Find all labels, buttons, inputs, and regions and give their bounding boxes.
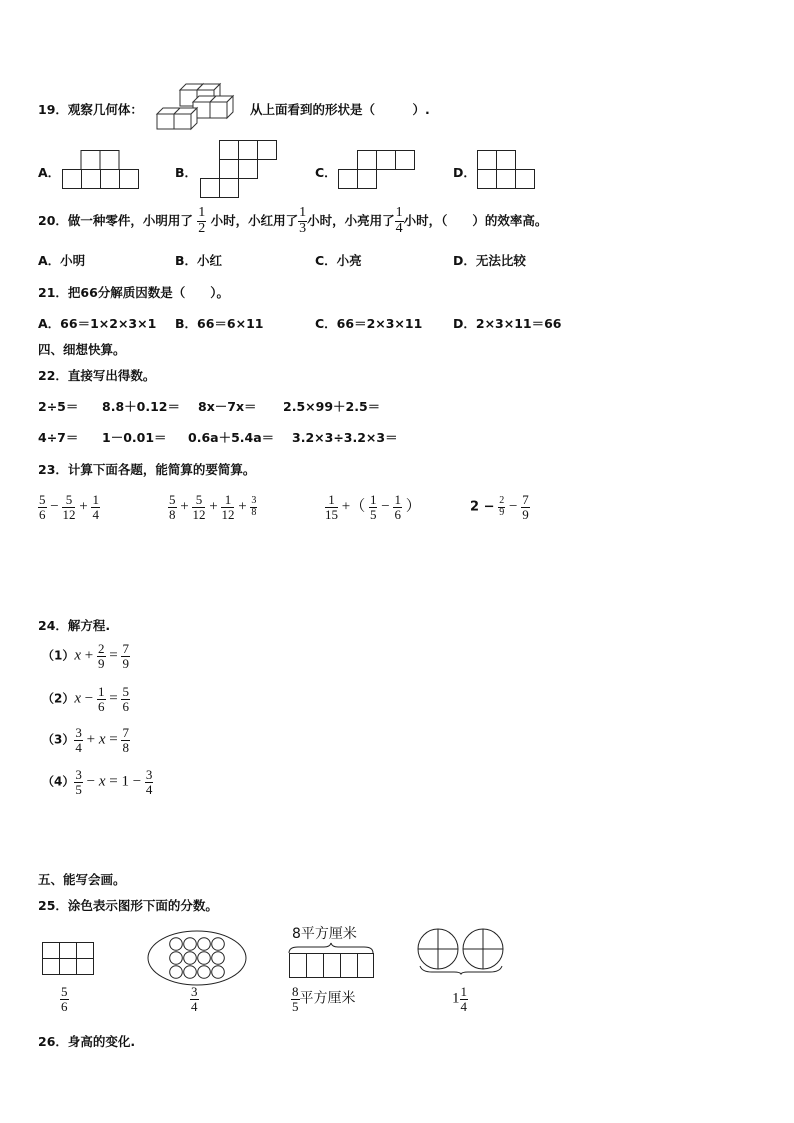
q23-expr-1: $\frac{5}{6}$ − $\frac{5}{12}$ + $\frac{1}{4}$ <box>39 492 99 522</box>
q25-fraction-3: $\frac{8}{5}$ 平方厘米 <box>292 984 356 1014</box>
q22-r1-c3: 8x－7x＝ <box>198 399 257 414</box>
q25-title: 25．涂色表示图形下面的分数。 <box>38 898 218 913</box>
option-a-shape[interactable] <box>62 150 140 190</box>
option-b-shape[interactable] <box>200 140 278 200</box>
q20-option-b[interactable]: B．小红 <box>175 253 223 268</box>
q20-text-1: 20．做一种零件，小明用了 <box>38 213 193 228</box>
q20-option-c[interactable]: C．小亮 <box>315 253 362 268</box>
q24-eq-3: （3） $\frac{3}{4}$ + x = $\frac{7}{8}$ <box>42 725 129 755</box>
q20-text-2: 小时，小红用了 <box>210 213 299 228</box>
q19-option-d-label[interactable]: D． <box>453 165 476 180</box>
q20-line <box>38 205 547 237</box>
q20-text-4: 小时，（ ）的效率高。 <box>403 213 548 228</box>
q23-expr-2: $\frac{5}{8}$ + $\frac{5}{12}$ + $\frac{1}{12}$ + $\frac{3}{8}$ <box>169 492 257 522</box>
q24-eq-2: （2）x − $\frac{1}{6}$ = $\frac{5}{6}$ <box>42 684 129 714</box>
q22-r1-c4: 2.5×99＋2.5＝ <box>283 399 381 414</box>
cube-solid-figure <box>155 80 240 132</box>
q24-eq-4: （4） $\frac{3}{5}$ − x = 1 − $\frac{3}{4}$ <box>42 767 153 797</box>
q19-option-b-label[interactable]: B． <box>175 165 198 180</box>
q19-option-c-label[interactable]: C． <box>315 165 337 180</box>
q20-option-d[interactable]: D．无法比较 <box>453 253 526 268</box>
q22-r1-c2: 8.8＋0.12＝ <box>102 399 180 414</box>
option-d-shape[interactable] <box>477 150 537 190</box>
fraction-one-third: $\frac{1}{3}$ <box>299 205 307 236</box>
q26-title: 26．身高的变化. <box>38 1034 136 1049</box>
q24-title: 24．解方程. <box>38 618 111 633</box>
q19-suffix: 从上面看到的形状是（ ）. <box>250 102 430 117</box>
fraction-one-quarter: $\frac{1}{4}$ <box>395 205 403 236</box>
q22-r2-c4: 3.2×3÷3.2×3＝ <box>292 430 398 445</box>
oval-with-circles[interactable] <box>147 930 249 988</box>
strip-five-parts[interactable] <box>289 953 375 979</box>
q22-r1-c1: 2÷5＝ <box>38 399 79 414</box>
q20-option-a[interactable]: A．小明 <box>38 253 86 268</box>
rectangle-six-parts[interactable] <box>42 942 96 976</box>
section-4-heading: 四、细想快算。 <box>38 342 126 357</box>
q25-fraction-1: $\frac{5}{6}$ <box>61 984 68 1014</box>
q21-option-d[interactable]: D．2×3×11＝66 <box>453 316 562 331</box>
q20-text-3: 小时，小亮用了 <box>307 213 395 228</box>
q25-fraction-4: 1 $\frac{1}{4}$ <box>452 984 467 1014</box>
q22-r2-c1: 4÷7＝ <box>38 430 79 445</box>
q23-title: 23．计算下面各题，能简算的要简算。 <box>38 462 256 477</box>
q19-option-a-label[interactable]: A． <box>38 165 61 180</box>
q25-fraction-2: $\frac{3}{4}$ <box>191 984 198 1014</box>
option-c-shape[interactable] <box>338 150 418 190</box>
q23-expr-3: $\frac{1}{15}$ +（ $\frac{1}{5}$ − $\frac{1}{6}$ ） <box>325 492 421 522</box>
q22-r2-c3: 0.6a＋5.4a＝ <box>188 430 275 445</box>
q22-title: 22．直接写出得数。 <box>38 368 156 383</box>
q25-area-label: 8平方厘米 <box>292 926 357 942</box>
section-5-heading: 五、能写会画。 <box>38 872 126 887</box>
q24-eq-1: （1）x + $\frac{2}{9}$ = $\frac{7}{9}$ <box>42 641 129 671</box>
q21-option-c[interactable]: C．66＝2×3×11 <box>315 316 423 331</box>
q21-option-a[interactable]: A．66＝1×2×3×1 <box>38 316 157 331</box>
q19-prefix: 19．观察几何体： <box>38 102 143 117</box>
fraction-one-half: $\frac{1}{2}$ <box>198 205 206 236</box>
q23-expr-4: 2 − $\frac{2}{9}$ − $\frac{7}{9}$ <box>470 492 529 522</box>
two-quartered-circles[interactable] <box>416 928 508 976</box>
q21-option-b[interactable]: B．66＝6×11 <box>175 316 264 331</box>
q22-r2-c2: 1－0.01＝ <box>102 430 167 445</box>
q21-text: 21．把66分解质因数是（ ）。 <box>38 285 230 300</box>
